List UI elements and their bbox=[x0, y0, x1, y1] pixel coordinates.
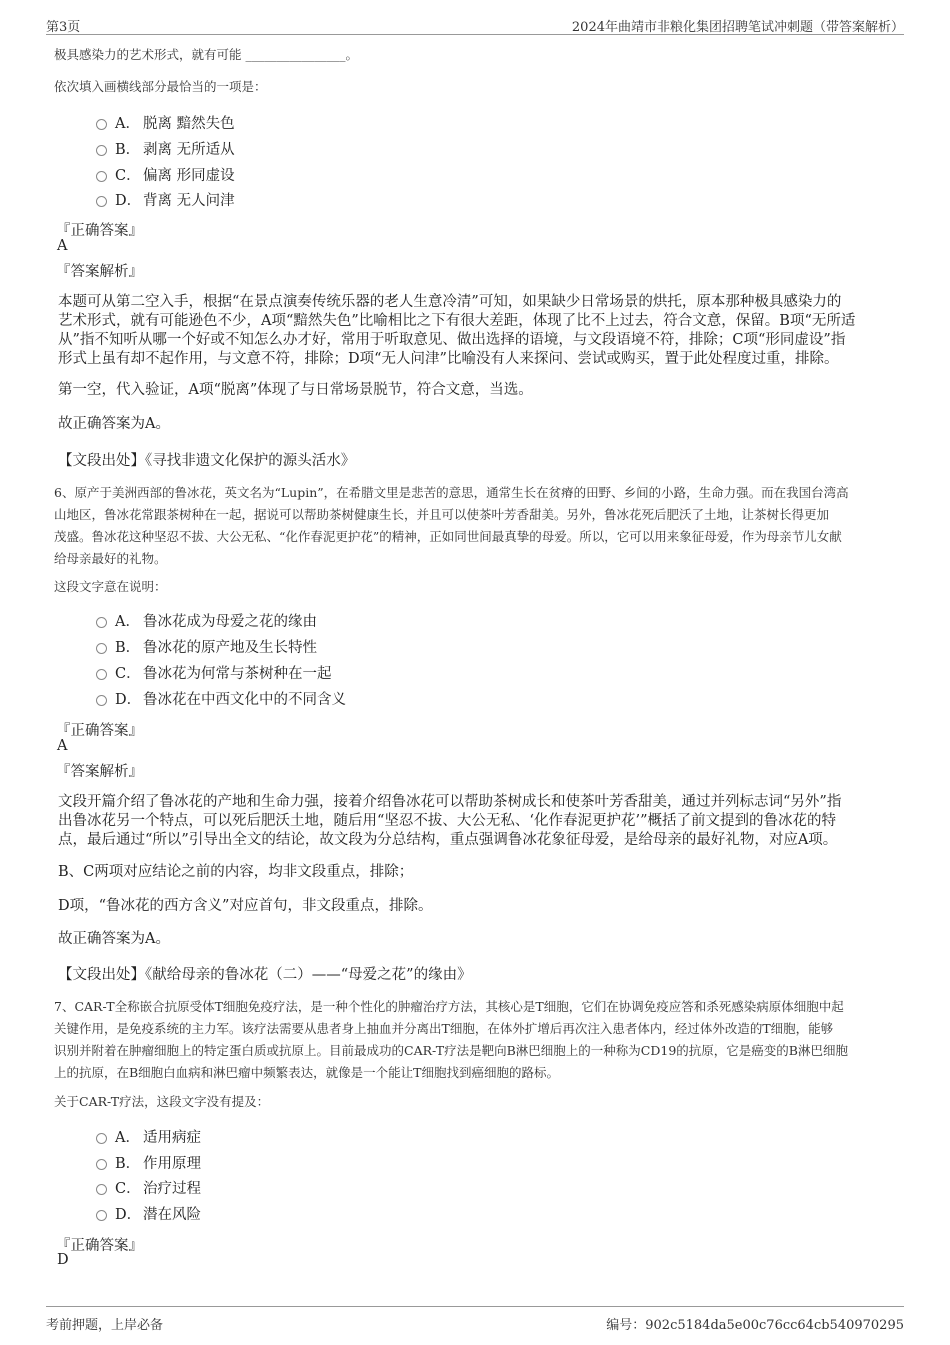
page-footer bbox=[46, 1306, 904, 1331]
q5-source: 【文段出处】《寻找非遗文化保护的源头活水》 bbox=[58, 453, 356, 469]
radio-icon[interactable] bbox=[96, 145, 107, 156]
q5-answer: A bbox=[57, 238, 68, 254]
radio-icon[interactable] bbox=[96, 1184, 107, 1195]
radio-icon[interactable] bbox=[96, 1210, 107, 1221]
q7-prompt: 关于CAR-T疗法，这段文字没有提及： bbox=[54, 1094, 270, 1109]
q6-analysis-label: 『答案解析』 bbox=[56, 764, 143, 780]
q5-verify: 第一空，代入验证，A项“脱离”体现了与日常场景脱节，符合文意，当选。 bbox=[58, 382, 533, 398]
q5-stem-tail: 极具感染力的艺术形式，就有可能 ________________。 bbox=[54, 47, 358, 62]
page-number: 第3页 bbox=[46, 20, 81, 35]
q6-conclusion: 故正确答案为A。 bbox=[58, 931, 170, 947]
q6-bc-line: B、C两项对应结论之前的内容，均非文段重点，排除； bbox=[58, 864, 414, 880]
q5-option-b[interactable]: B． 剥离 无所适从 bbox=[96, 138, 235, 162]
radio-icon[interactable] bbox=[96, 171, 107, 182]
q5-analysis-label: 『答案解析』 bbox=[56, 264, 143, 280]
q6-source: 【文段出处】《献给母亲的鲁冰花（二）——“母爱之花”的缘由》 bbox=[58, 967, 472, 983]
q6-answer: A bbox=[57, 738, 68, 754]
q7-option-c[interactable]: C． 治疗过程 bbox=[96, 1177, 201, 1201]
q6-d-line: D项，“鲁冰花的西方含义”对应首句，非文段重点，排除。 bbox=[58, 898, 433, 914]
radio-icon[interactable] bbox=[96, 695, 107, 706]
q5-answer-label: 『正确答案』 bbox=[56, 223, 143, 239]
q7-answer-label: 『正确答案』 bbox=[56, 1238, 143, 1254]
q5-option-c[interactable]: C． 偏离 形同虚设 bbox=[96, 164, 235, 188]
q7-option-d[interactable]: D． 潜在风险 bbox=[96, 1203, 201, 1227]
q5-option-d[interactable]: D． 背离 无人问津 bbox=[96, 189, 235, 213]
q7-option-a[interactable]: A． 适用病症 bbox=[96, 1126, 201, 1150]
q6-prompt: 这段文字意在说明： bbox=[54, 579, 167, 594]
q7-stem: 7、CAR-T全称嵌合抗原受体T细胞免疫疗法，是一种个性化的肿瘤治疗方法，其核心是T细胞，它们在协调免疫应答和杀死感染病原体细胞中起 关键作用，是免疫系统的主力军。该疗法需要从患者身上抽血并分离出T细胞，在体外扩增后再次注入患者体内，经过体外改造的T细胞，能够 识别并附着在肿瘤细胞上的特定蛋白质或抗原上。目前最成功的CAR-T疗法是靶向B淋巴细胞上的一种称为CD19的抗原，它是癌变的B淋巴细胞 上的抗原，在B细胞白血病和淋巴瘤中频繁表达，就像是一个能让T细胞找到癌细胞的路标。 bbox=[54, 999, 848, 1080]
radio-icon[interactable] bbox=[96, 669, 107, 680]
footer-slogan: 考前押题，上岸必备 bbox=[46, 1318, 164, 1333]
radio-icon[interactable] bbox=[96, 196, 107, 207]
page-header bbox=[46, 14, 904, 35]
q6-analysis: 文段开篇介绍了鲁冰花的产地和生命力强，接着介绍鲁冰花可以帮助茶树成长和使茶叶芳香甜美，通过并列标志词“另外”指 出鲁冰花另一个特点，可以死后肥沃土地，随后用“坚忍不拔、大公无私、‘化作春泥更护花’”概括了前文提到的鲁冰花的特 点，最后通过“所以”引导出全文的结论，故文段为分总结构，重点强调鲁冰花象征母爱，是给母亲的最好礼物，对应A项。 bbox=[58, 794, 842, 848]
q5-conclusion: 故正确答案为A。 bbox=[58, 416, 170, 432]
q6-option-b[interactable]: B． 鲁冰花的原产地及生长特性 bbox=[96, 636, 317, 660]
q5-analysis: 本题可从第二空入手，根据“在景点演奏传统乐器的老人生意冷清”可知，如果缺少日常场景的烘托，原本那种极具感染力的 艺术形式，就有可能逊色不少，A项“黯然失色”比喻相比之下有很大差距，体现了比不上过去，符合文意，保留。B项“无所适 从”指不知听从哪一个好或不知怎么办才好，常用于听取意见、做出选择的语境，与文段语境不符，排除；C项“形同虚设”指 形式上虽有却不起作用，与文意不符，排除；D项“无人问津”比喻没有人来探问、尝试或购买，置于此处程度过重，排除。 bbox=[58, 294, 856, 367]
document-title: 2024年曲靖市非粮化集团招聘笔试冲刺题（带答案解析） bbox=[571, 20, 904, 35]
q5-prompt: 依次填入画横线部分最恰当的一项是： bbox=[54, 79, 267, 94]
q6-option-a[interactable]: A． 鲁冰花成为母爱之花的缘由 bbox=[96, 610, 317, 634]
q6-answer-label: 『正确答案』 bbox=[56, 723, 143, 739]
q6-option-d[interactable]: D． 鲁冰花在中西文化中的不同含义 bbox=[96, 688, 346, 712]
q6-option-c[interactable]: C． 鲁冰花为何常与茶树种在一起 bbox=[96, 662, 332, 686]
radio-icon[interactable] bbox=[96, 1159, 107, 1170]
q7-option-b[interactable]: B． 作用原理 bbox=[96, 1152, 201, 1176]
q6-stem: 6、原产于美洲西部的鲁冰花，英文名为“Lupin”，在希腊文里是悲苦的意思，通常生长在贫瘠的田野、乡间的小路，生命力强。而在我国台湾高 山地区，鲁冰花常跟茶树种在一起，据说可以帮助茶树健康生长，并且可以使茶叶芳香甜美。另外，鲁冰花死后肥沃了土地，让茶树长得更加 茂盛。鲁冰花这种坚忍不拔、大公无私、“化作春泥更护花”的精神，正如同世间最真挚的母爱。所以，它可以用来象征母爱，作为母亲节儿女献 给母亲最好的礼物。 bbox=[54, 485, 849, 566]
radio-icon[interactable] bbox=[96, 119, 107, 130]
document-id: 编号：902c5184da5e00c76cc64cb540970295 bbox=[606, 1318, 904, 1333]
radio-icon[interactable] bbox=[96, 643, 107, 654]
q5-option-a[interactable]: A． 脱离 黯然失色 bbox=[96, 112, 235, 136]
radio-icon[interactable] bbox=[96, 617, 107, 628]
q7-answer: D bbox=[57, 1252, 69, 1268]
radio-icon[interactable] bbox=[96, 1133, 107, 1144]
